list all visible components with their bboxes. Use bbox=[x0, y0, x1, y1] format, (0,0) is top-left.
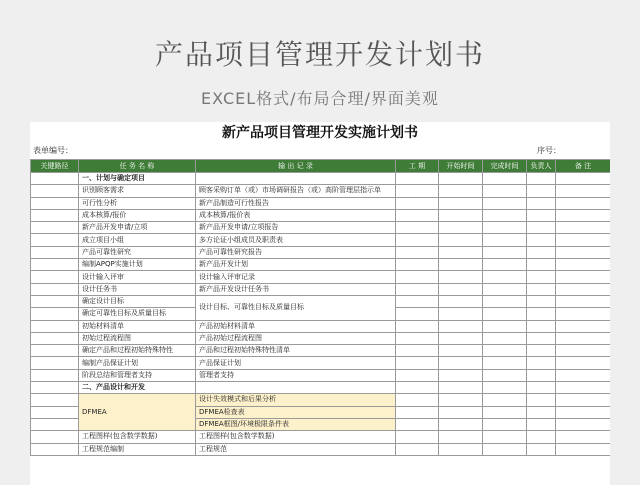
empty-cell[interactable] bbox=[527, 431, 556, 443]
output-record-cell[interactable]: 产品保证计划 bbox=[196, 357, 396, 369]
empty-cell[interactable] bbox=[396, 185, 439, 197]
empty-cell[interactable] bbox=[483, 406, 527, 418]
empty-cell[interactable] bbox=[396, 369, 439, 381]
key-path-cell[interactable] bbox=[31, 209, 79, 221]
empty-cell[interactable] bbox=[439, 259, 483, 271]
empty-cell[interactable] bbox=[527, 173, 556, 185]
task-name-cell[interactable]: 编制APQP实施计划 bbox=[79, 259, 196, 271]
empty-cell[interactable] bbox=[396, 271, 439, 283]
empty-cell[interactable] bbox=[196, 173, 396, 185]
empty-cell[interactable] bbox=[527, 382, 556, 394]
output-record-cell[interactable]: 顾客采购订单（或）市场调研报告（或）高阶管理层指示单 bbox=[196, 185, 396, 197]
empty-cell[interactable] bbox=[483, 246, 527, 258]
empty-cell[interactable] bbox=[527, 320, 556, 332]
sheet-title: 新产品项目管理开发实施计划书 bbox=[222, 125, 418, 141]
empty-cell[interactable] bbox=[439, 222, 483, 234]
empty-cell[interactable] bbox=[483, 271, 527, 283]
task-name-cell[interactable]: 识别顾客需求 bbox=[79, 185, 196, 197]
empty-cell[interactable] bbox=[556, 209, 611, 221]
section-heading[interactable]: 一、计划与确定项目 bbox=[79, 173, 196, 185]
task-name-cell[interactable]: 阶段总结和管理者支持 bbox=[79, 369, 196, 381]
empty-cell[interactable] bbox=[396, 234, 439, 246]
empty-cell[interactable] bbox=[396, 197, 439, 209]
output-record-cell[interactable]: 工程图样(包含数学数据) bbox=[196, 431, 396, 443]
task-name-cell[interactable]: 工程图样(包含数学数据) bbox=[79, 431, 196, 443]
column-header[interactable]: 任 务 名 称 bbox=[79, 160, 196, 173]
task-name-cell[interactable]: 成本核算/报价 bbox=[79, 209, 196, 221]
empty-cell[interactable] bbox=[396, 308, 439, 320]
output-record-cell[interactable]: 新产品制造可行性报告 bbox=[196, 197, 396, 209]
empty-cell[interactable] bbox=[556, 443, 611, 455]
empty-cell[interactable] bbox=[527, 418, 556, 430]
table-row bbox=[31, 271, 611, 283]
task-name-cell[interactable]: 设计输入评审 bbox=[79, 271, 196, 283]
task-name-cell[interactable]: 工程规范编制 bbox=[79, 443, 196, 455]
column-header[interactable]: 完成时间 bbox=[483, 160, 527, 173]
table-row bbox=[31, 357, 611, 369]
column-header[interactable]: 备 注 bbox=[556, 160, 611, 173]
output-record-cell[interactable]: 产品初始过程流程图 bbox=[196, 332, 396, 344]
empty-cell[interactable] bbox=[439, 308, 483, 320]
empty-cell[interactable] bbox=[483, 394, 527, 406]
empty-cell[interactable] bbox=[396, 332, 439, 344]
empty-cell[interactable] bbox=[439, 234, 483, 246]
output-record-cell[interactable]: DFMEA框图/环境极限条件表 bbox=[196, 418, 396, 430]
empty-cell[interactable] bbox=[527, 283, 556, 295]
empty-cell[interactable] bbox=[483, 234, 527, 246]
empty-cell[interactable] bbox=[196, 382, 396, 394]
column-header[interactable]: 关键路径 bbox=[31, 160, 79, 173]
task-name-cell[interactable]: 确定可靠性目标及质量目标 bbox=[79, 308, 196, 320]
output-record-cell[interactable]: 新产品开发申请/立项报告 bbox=[196, 222, 396, 234]
empty-cell[interactable] bbox=[556, 369, 611, 381]
empty-cell[interactable] bbox=[439, 209, 483, 221]
empty-cell[interactable] bbox=[527, 209, 556, 221]
empty-cell[interactable] bbox=[483, 283, 527, 295]
hero-title: 产品项目管理开发计划书 bbox=[154, 38, 485, 71]
key-path-cell[interactable] bbox=[31, 320, 79, 332]
key-path-cell[interactable] bbox=[31, 246, 79, 258]
key-path-cell[interactable] bbox=[31, 222, 79, 234]
empty-cell[interactable] bbox=[439, 295, 483, 307]
empty-cell[interactable] bbox=[483, 308, 527, 320]
table-row bbox=[31, 369, 611, 381]
table-row bbox=[31, 283, 611, 295]
empty-cell[interactable] bbox=[439, 185, 483, 197]
key-path-cell[interactable] bbox=[31, 332, 79, 344]
empty-cell[interactable] bbox=[439, 345, 483, 357]
table-row bbox=[31, 443, 611, 455]
empty-cell[interactable] bbox=[556, 345, 611, 357]
task-name-cell[interactable]: DFMEA bbox=[79, 394, 196, 431]
output-record-cell[interactable]: 新产品开发设计任务书 bbox=[196, 283, 396, 295]
empty-cell[interactable] bbox=[556, 418, 611, 430]
output-record-cell[interactable]: 管理者支持 bbox=[196, 369, 396, 381]
empty-cell[interactable] bbox=[396, 345, 439, 357]
empty-cell[interactable] bbox=[527, 234, 556, 246]
key-path-cell[interactable] bbox=[31, 394, 79, 406]
empty-cell[interactable] bbox=[527, 345, 556, 357]
empty-cell[interactable] bbox=[483, 185, 527, 197]
empty-cell[interactable] bbox=[439, 394, 483, 406]
output-record-cell[interactable]: 产品初始材料清单 bbox=[196, 320, 396, 332]
sequence-label: 序号： bbox=[537, 146, 561, 155]
task-name-cell[interactable]: 可行性分析 bbox=[79, 197, 196, 209]
empty-cell[interactable] bbox=[396, 283, 439, 295]
task-name-cell[interactable]: 新产品开发申请/立项 bbox=[79, 222, 196, 234]
column-header[interactable]: 输 出 记 录 bbox=[196, 160, 396, 173]
empty-cell[interactable] bbox=[396, 320, 439, 332]
output-record-cell[interactable]: 工程规范 bbox=[196, 443, 396, 455]
empty-cell[interactable] bbox=[396, 173, 439, 185]
empty-cell[interactable] bbox=[439, 443, 483, 455]
section-row bbox=[31, 173, 611, 185]
empty-cell[interactable] bbox=[483, 197, 527, 209]
task-name-cell[interactable]: 设计任务书 bbox=[79, 283, 196, 295]
empty-cell[interactable] bbox=[483, 382, 527, 394]
empty-cell[interactable] bbox=[527, 332, 556, 344]
table-row bbox=[31, 332, 611, 344]
empty-cell[interactable] bbox=[483, 345, 527, 357]
empty-cell[interactable] bbox=[527, 246, 556, 258]
table-row bbox=[31, 295, 611, 307]
table-row bbox=[31, 259, 611, 271]
empty-cell[interactable] bbox=[556, 197, 611, 209]
table-row bbox=[31, 197, 611, 209]
key-path-cell[interactable] bbox=[31, 345, 79, 357]
empty-cell[interactable] bbox=[396, 209, 439, 221]
table-row bbox=[31, 320, 611, 332]
key-path-cell[interactable] bbox=[31, 234, 79, 246]
empty-cell[interactable] bbox=[396, 382, 439, 394]
table-row bbox=[31, 222, 611, 234]
hero-banner bbox=[0, 0, 640, 122]
empty-cell[interactable] bbox=[556, 295, 611, 307]
header-row bbox=[31, 160, 611, 173]
empty-cell[interactable] bbox=[527, 185, 556, 197]
output-record-cell[interactable]: 设计目标、可靠性目标及质量目标 bbox=[196, 295, 396, 320]
empty-cell[interactable] bbox=[439, 382, 483, 394]
output-record-cell[interactable]: 多方论证小组成员及职责表 bbox=[196, 234, 396, 246]
column-header[interactable]: 负责人 bbox=[527, 160, 556, 173]
empty-cell[interactable] bbox=[527, 295, 556, 307]
empty-cell[interactable] bbox=[483, 357, 527, 369]
column-header[interactable]: 工 期 bbox=[396, 160, 439, 173]
output-record-cell[interactable]: DFMEA检查表 bbox=[196, 406, 396, 418]
empty-cell[interactable] bbox=[527, 259, 556, 271]
key-path-cell[interactable] bbox=[31, 418, 79, 430]
key-path-cell[interactable] bbox=[31, 308, 79, 320]
empty-cell[interactable] bbox=[556, 357, 611, 369]
output-record-cell[interactable]: 成本核算/报价表 bbox=[196, 209, 396, 221]
key-path-cell[interactable] bbox=[31, 443, 79, 455]
empty-cell[interactable] bbox=[396, 295, 439, 307]
empty-cell[interactable] bbox=[556, 382, 611, 394]
empty-cell[interactable] bbox=[556, 271, 611, 283]
empty-cell[interactable] bbox=[556, 246, 611, 258]
key-path-cell[interactable] bbox=[31, 295, 79, 307]
empty-cell[interactable] bbox=[483, 295, 527, 307]
table-row bbox=[31, 209, 611, 221]
empty-cell[interactable] bbox=[483, 173, 527, 185]
empty-cell[interactable] bbox=[483, 369, 527, 381]
task-name-cell[interactable]: 成立项目小组 bbox=[79, 234, 196, 246]
empty-cell[interactable] bbox=[556, 431, 611, 443]
empty-cell[interactable] bbox=[527, 222, 556, 234]
empty-cell[interactable] bbox=[556, 185, 611, 197]
empty-cell[interactable] bbox=[556, 320, 611, 332]
key-path-cell[interactable] bbox=[31, 271, 79, 283]
empty-cell[interactable] bbox=[439, 406, 483, 418]
spreadsheet bbox=[30, 122, 610, 485]
empty-cell[interactable] bbox=[483, 320, 527, 332]
key-path-cell[interactable] bbox=[31, 369, 79, 381]
empty-cell[interactable] bbox=[439, 357, 483, 369]
table-row bbox=[31, 246, 611, 258]
empty-cell[interactable] bbox=[556, 308, 611, 320]
empty-cell[interactable] bbox=[439, 320, 483, 332]
empty-cell[interactable] bbox=[483, 431, 527, 443]
output-record-cell[interactable]: 产品和过程初始特殊特性清单 bbox=[196, 345, 396, 357]
empty-cell[interactable] bbox=[396, 418, 439, 430]
table-row bbox=[31, 345, 611, 357]
empty-cell[interactable] bbox=[439, 283, 483, 295]
empty-cell[interactable] bbox=[439, 418, 483, 430]
empty-cell[interactable] bbox=[396, 431, 439, 443]
task-name-cell[interactable]: 确定设计目标 bbox=[79, 295, 196, 307]
empty-cell[interactable] bbox=[556, 234, 611, 246]
empty-cell[interactable] bbox=[483, 443, 527, 455]
plan-table bbox=[30, 159, 610, 456]
form-number-label: 表单编号： bbox=[33, 146, 73, 155]
key-path-cell[interactable] bbox=[31, 259, 79, 271]
empty-cell[interactable] bbox=[396, 246, 439, 258]
key-path-cell[interactable] bbox=[31, 382, 79, 394]
empty-cell[interactable] bbox=[527, 357, 556, 369]
empty-cell[interactable] bbox=[527, 406, 556, 418]
empty-cell[interactable] bbox=[527, 443, 556, 455]
section-heading[interactable]: 二、产品设计和开发 bbox=[79, 382, 196, 394]
empty-cell[interactable] bbox=[556, 283, 611, 295]
task-name-cell[interactable]: 确定产品和过程初始特殊特性 bbox=[79, 345, 196, 357]
empty-cell[interactable] bbox=[483, 418, 527, 430]
column-header[interactable]: 开始时间 bbox=[439, 160, 483, 173]
empty-cell[interactable] bbox=[556, 406, 611, 418]
empty-cell[interactable] bbox=[439, 431, 483, 443]
table-row bbox=[31, 431, 611, 443]
empty-cell[interactable] bbox=[396, 357, 439, 369]
section-row bbox=[31, 382, 611, 394]
empty-cell[interactable] bbox=[396, 394, 439, 406]
empty-cell[interactable] bbox=[527, 197, 556, 209]
key-path-cell[interactable] bbox=[31, 185, 79, 197]
empty-cell[interactable] bbox=[556, 173, 611, 185]
task-name-cell[interactable]: 初始过程流程图 bbox=[79, 332, 196, 344]
empty-cell[interactable] bbox=[556, 394, 611, 406]
empty-cell[interactable] bbox=[439, 369, 483, 381]
hero-subtitle: EXCEL格式/布局合理/界面美观 bbox=[201, 89, 439, 108]
task-name-cell[interactable]: 产品可靠性研究 bbox=[79, 246, 196, 258]
key-path-cell[interactable] bbox=[31, 283, 79, 295]
table-row bbox=[31, 185, 611, 197]
key-path-cell[interactable] bbox=[31, 357, 79, 369]
key-path-cell[interactable] bbox=[31, 431, 79, 443]
empty-cell[interactable] bbox=[556, 222, 611, 234]
empty-cell[interactable] bbox=[483, 332, 527, 344]
empty-cell[interactable] bbox=[483, 259, 527, 271]
table-row bbox=[31, 234, 611, 246]
task-name-cell[interactable]: 编制产品保证计划 bbox=[79, 357, 196, 369]
empty-cell[interactable] bbox=[439, 197, 483, 209]
table-row bbox=[31, 394, 611, 406]
empty-cell[interactable] bbox=[527, 308, 556, 320]
empty-cell[interactable] bbox=[483, 222, 527, 234]
key-path-cell[interactable] bbox=[31, 173, 79, 185]
empty-cell[interactable] bbox=[483, 209, 527, 221]
output-record-cell[interactable]: 设计输入评审记录 bbox=[196, 271, 396, 283]
output-record-cell[interactable]: 产品可靠性研究报告 bbox=[196, 246, 396, 258]
empty-cell[interactable] bbox=[527, 369, 556, 381]
empty-cell[interactable] bbox=[556, 332, 611, 344]
key-path-cell[interactable] bbox=[31, 197, 79, 209]
empty-cell[interactable] bbox=[556, 259, 611, 271]
empty-cell[interactable] bbox=[439, 246, 483, 258]
empty-cell[interactable] bbox=[396, 222, 439, 234]
empty-cell[interactable] bbox=[396, 406, 439, 418]
empty-cell[interactable] bbox=[527, 271, 556, 283]
output-record-cell[interactable]: 设计失效模式和后果分析 bbox=[196, 394, 396, 406]
table-body bbox=[31, 173, 611, 456]
empty-cell[interactable] bbox=[439, 332, 483, 344]
output-record-cell[interactable]: 新产品开发计划 bbox=[196, 259, 396, 271]
key-path-cell[interactable] bbox=[31, 406, 79, 418]
empty-cell[interactable] bbox=[527, 394, 556, 406]
task-name-cell[interactable]: 初始材料清单 bbox=[79, 320, 196, 332]
empty-cell[interactable] bbox=[439, 271, 483, 283]
empty-cell[interactable] bbox=[396, 259, 439, 271]
empty-cell[interactable] bbox=[396, 443, 439, 455]
empty-cell[interactable] bbox=[439, 173, 483, 185]
